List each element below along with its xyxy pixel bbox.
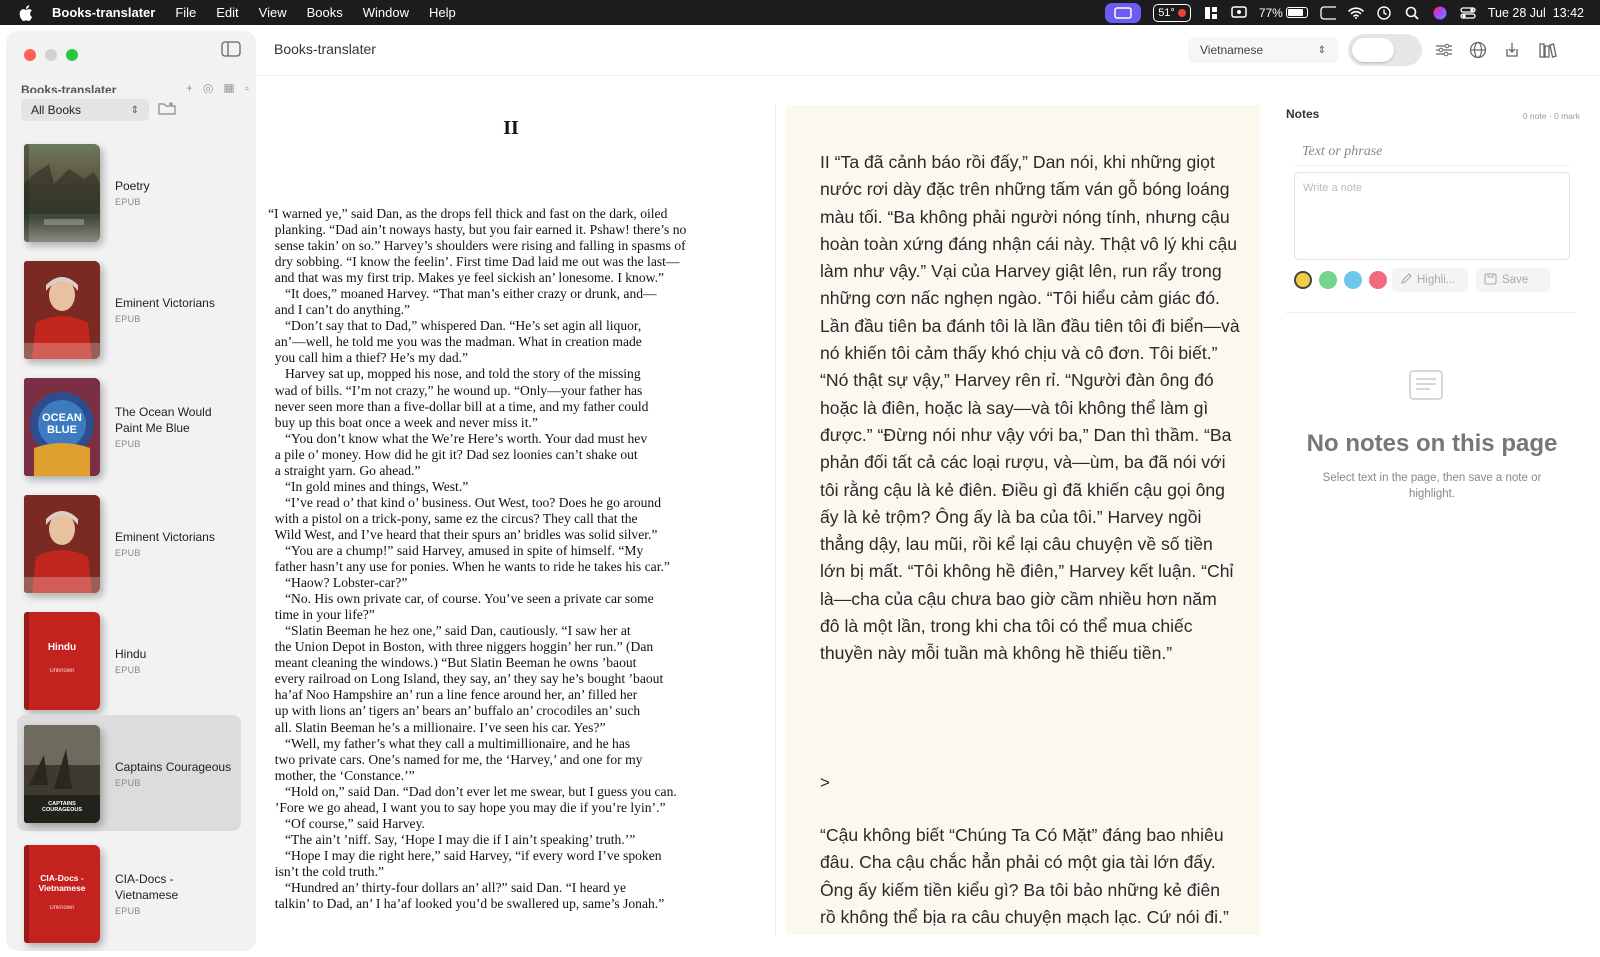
color-swatch-yellow[interactable]	[1294, 271, 1312, 289]
book-item-ocean-blue[interactable]	[17, 368, 241, 484]
text-line[interactable]: talkin’ to Dad, an’ I ha’af looked you’d be swallered up, same’s Jonah.”	[268, 896, 665, 912]
toggle-knob	[1352, 38, 1394, 62]
text-line[interactable]: “Don’t say that to Dad,” whispered Dan. “He’s set agin all liquor,	[268, 318, 642, 334]
book-cover-image	[24, 845, 100, 943]
text-line[interactable]: all. Slatin Beeman he’s a millionaire. I’ve seen his car. Yes?”	[268, 719, 606, 735]
sliders-icon[interactable]	[1434, 40, 1454, 60]
phrase-input[interactable]: Text or phrase	[1294, 140, 1570, 166]
menu-file[interactable]: File	[175, 5, 197, 20]
highlight-button-label: Highli...	[1417, 274, 1456, 286]
new-folder-icon[interactable]	[158, 101, 176, 117]
cover-author-text: Unknown	[49, 905, 75, 911]
book-format: EPUB	[115, 905, 141, 916]
original-text[interactable]	[268, 206, 754, 912]
temperature-text: 51°	[1158, 6, 1175, 19]
widgets-icon[interactable]	[1203, 5, 1219, 21]
book-cover-image	[24, 612, 100, 710]
siri-icon[interactable]	[1432, 5, 1448, 21]
notes-heading: Notes	[1286, 107, 1320, 121]
book-format: EPUB	[115, 313, 141, 324]
color-swatch-blue[interactable]	[1344, 271, 1362, 289]
text-line[interactable]: every railroad on Long Island, they say, an’ they say he’s bought ’baout	[268, 671, 664, 687]
book-filter-select[interactable]	[21, 99, 149, 121]
text-line[interactable]: wad of bills. “I’m not crazy,” he wound up. “Only—your father has	[268, 382, 643, 398]
window-title: Books-translater	[274, 41, 376, 57]
section-marker: >	[820, 773, 830, 792]
notes-panel	[1282, 105, 1590, 935]
original-page[interactable]	[268, 85, 754, 945]
book-title: The Ocean Would Paint Me Blue	[115, 404, 212, 435]
text-line[interactable]: a straight yarn. Go ahead.”	[268, 462, 421, 478]
note-document-icon	[1409, 370, 1443, 400]
highlight-colors	[1294, 271, 1387, 289]
control-center-icon[interactable]	[1460, 5, 1476, 21]
text-line[interactable]: and I can’t do anything.”	[268, 302, 411, 318]
book-item-captains-courageous[interactable]	[17, 715, 241, 831]
cover-title-text: CIA-Docs - Vietnamese	[38, 873, 86, 893]
filter-label: All Books	[31, 103, 82, 117]
empty-state-subtitle: Select text in the page, then save a note or highlight.	[1322, 472, 1542, 500]
notes-divider	[1286, 312, 1576, 313]
library-title: Books-translater	[21, 83, 117, 93]
book-title: Hindu	[115, 646, 147, 661]
translation-page[interactable]	[786, 105, 1260, 935]
menu-datetime[interactable]: Tue 28 Jul 13:42	[1487, 5, 1584, 20]
text-line[interactable]: never seen more than a five-dollar bill at a time, and my father could	[268, 398, 649, 414]
toolbar	[256, 25, 1600, 75]
translated-paragraph[interactable]: II “Ta đã cảnh báo rồi đấy,” Dan nói, khi những giọt nước rơi dày đặc trên những tấm ván gỗ bóng loáng màu tối. “Ba không phải người nóng tính, nhưng cậu hoàn toàn xứng đáng nhận cái này. Thật vô lý khi cậu làm như vậy.” Vại của Harvey giật lên, run rẩy trong những cơn nấc nghẹn ngào. “Tôi hiểu cảm giác đó. Lần đầu tiên ba đánh tôi là lần đầu tiên tôi đi biển—và nó khiến tôi cảm thấy khó chịu và cô đơn. Tôi biết.” “Nó thật sự vậy,” Harvey rên rỉ. “Người đàn ông đó hoặc là điên, hoặc là say—và tôi không thể làm gì được.” “Đừng nói như vậy với ba,” Dan thì thầm. “Ba phản đối tất cả các loại rượu, và—ùm, ba đã nói với tôi rằng cậu là kẻ điên. Điều gì đã khiến cậu gọi ông ấy là kẻ trộm? Ông ấy là ba của tôi.” Harvey ngồi thẳng dậy, lau mũi, rồi kể lại câu chuyện về số tiền lớn bị mất. “Tôi không hề điên,” Harvey kết luận. “Chỉ là—cha của cậu chưa bao giờ cầm nhiều hơn năm đô là một lần, trong khi cha tôi có thể mua chiếc thuyền này mỗi tuần mà không hề thiếu tiền.”	[820, 152, 1240, 664]
app-window	[0, 25, 1600, 957]
translated-paragraph[interactable]: “Cậu không biết “Chúng Ta Có Mặt” đáng bao nhiêu đâu. Cha cậu chắc hẳn phải có một gia tài lớn đấy. Ông ấy kiếm tiền kiểu gì? Ba tôi bảo những kẻ điên rồ không thể bịa ra câu chuyện mạch lạc. Cứ nói đi.”	[820, 825, 1229, 927]
text-line[interactable]: “I warned ye,” said Dan, as the drops fell thick and fast on the dark, oiled	[268, 206, 668, 221]
pencil-icon	[1400, 273, 1412, 288]
color-swatch-pink[interactable]	[1369, 271, 1387, 289]
text-line[interactable]: “Haow? Lobster-car?”	[268, 575, 408, 591]
text-line[interactable]: isn’t the cold truth.”	[268, 863, 385, 879]
trash-icon[interactable]: ▫	[244, 81, 249, 93]
save-note-button[interactable]	[1476, 268, 1550, 292]
text-line[interactable]: “In gold mines and things, West.”	[268, 478, 469, 494]
text-line[interactable]: “Slatin Beeman he hez one,” said Dan, cautiously. “I saw her at	[268, 623, 631, 639]
book-item-hindu[interactable]	[17, 602, 241, 718]
apple-menu-icon[interactable]	[0, 5, 52, 21]
book-cover-image	[24, 495, 100, 593]
page-divider	[775, 105, 776, 935]
text-line[interactable]: “Hundred an’ thirty-four dollars an’ all?” said Dan. “I heard ye	[268, 879, 627, 895]
book-format: EPUB	[115, 196, 141, 207]
text-line[interactable]: dry sobbing. “I know the feelin’. First time Dad laid me out was the last—	[268, 254, 680, 270]
highlight-button[interactable]	[1392, 268, 1468, 292]
battery-indicator[interactable]	[1259, 6, 1308, 20]
cover-author-text: Unknown	[49, 668, 75, 674]
menu-window[interactable]: Window	[362, 5, 410, 20]
wifi-icon[interactable]	[1348, 5, 1364, 21]
save-button-label: Save	[1502, 274, 1529, 286]
minimize-window-button[interactable]	[45, 49, 57, 61]
library-icon[interactable]	[1538, 40, 1558, 60]
book-title: CIA-Docs - Vietnamese	[115, 871, 179, 902]
text-line[interactable]: “Well, my father’s what they call a multimillionaire, and he has	[268, 735, 631, 751]
text-line[interactable]: ’Fore we go ahead, I want you to say hope you may die if you’re lyin’.”	[268, 799, 666, 815]
book-format: EPUB	[115, 664, 141, 675]
screen-mirroring-icon[interactable]	[1231, 5, 1247, 21]
menu-app-name[interactable]: Books-translater	[52, 5, 156, 20]
chevron-updown-icon: ⇕	[130, 104, 139, 116]
book-item-eminent-victorians[interactable]	[17, 251, 241, 367]
book-title: Eminent Victorians	[115, 295, 215, 310]
book-title: Eminent Victorians	[115, 529, 215, 544]
text-line[interactable]: sense takin’ on so.” Harvey’s shoulders were rising and falling in spasms of	[268, 238, 686, 254]
zoom-window-button[interactable]	[66, 49, 78, 61]
shelf-icon[interactable]: ▦	[223, 81, 235, 93]
text-line[interactable]: meant cleaning the windows.) “But Slatin Beeman he owns ’baout	[268, 655, 637, 671]
library-sidebar	[6, 31, 256, 951]
menu-help[interactable]: Help	[429, 5, 456, 20]
text-line[interactable]: “I’ve read o’ that kind o’ business. Out West, too? Does he go around	[268, 494, 662, 510]
close-window-button[interactable]	[24, 49, 36, 61]
book-format: EPUB	[115, 777, 141, 788]
book-title: Captains Courageous	[115, 759, 232, 774]
text-line[interactable]: with a pistol on a trick-pony, same ez the circus? They call that the	[268, 510, 638, 526]
text-line[interactable]: time in your life?”	[268, 607, 375, 623]
text-line[interactable]: ha’af Noo Hampshire an’ run a line fence around her, an’ filled her	[268, 687, 638, 703]
notes-count: 0 note · 0 mark	[1522, 111, 1580, 121]
keyboard-layout-icon[interactable]	[1320, 5, 1336, 21]
cover-title-text: Hindu	[47, 642, 77, 653]
text-line[interactable]: the Union Depot in Boston, with three niggers hoggin’ her run.” (Dan	[268, 639, 654, 655]
text-line[interactable]: “Of course,” said Harvey.	[268, 815, 425, 831]
book-item-cia-docs[interactable]	[17, 835, 241, 951]
text-line[interactable]: buy up this boat once a week and never miss it.”	[268, 414, 538, 430]
book-cover-image	[24, 378, 100, 476]
menu-edit[interactable]: Edit	[216, 5, 239, 20]
library-header	[21, 75, 249, 93]
menu-books[interactable]: Books	[306, 5, 343, 20]
text-line[interactable]: planking. “Dad ain’t noways hasty, but you fair earned it. Pshaw! there’s no	[268, 222, 687, 238]
text-line[interactable]: “The ain’t ’niff. Say, ‘Hope I may die if I ain’t speaking’ truth.’”	[268, 831, 636, 847]
weather-dot-icon	[1178, 9, 1186, 17]
text-line[interactable]: mother, the ‘Constance.’”	[268, 767, 415, 783]
book-item-poetry[interactable]	[17, 134, 241, 250]
empty-state-title: No notes on this page	[1306, 430, 1558, 457]
text-line[interactable]: “No. His own private car, of course. You’ve seen a private car some	[268, 591, 654, 607]
text-line[interactable]: Wild West, and I’ve heard that their spurs an’ bridles was solid silver.”	[268, 526, 658, 542]
battery-icon	[1286, 7, 1308, 18]
battery-percent: 77%	[1258, 5, 1283, 20]
note-textarea[interactable]: Write a note	[1294, 172, 1570, 260]
color-swatch-green[interactable]	[1319, 271, 1337, 289]
text-line[interactable]: you call him a thief? He’s my dad.”	[268, 350, 469, 366]
screen-share-indicator-icon[interactable]	[1105, 3, 1141, 23]
weather-indicator[interactable]	[1153, 4, 1191, 22]
clock-icon[interactable]	[1376, 5, 1392, 21]
cover-title-text: OCEAN BLUE	[42, 412, 82, 436]
book-format: EPUB	[115, 547, 141, 558]
add-book-icon[interactable]: +	[185, 81, 193, 93]
window-controls	[24, 49, 78, 61]
toolbar-divider	[256, 75, 1600, 76]
text-line[interactable]: two private cars. One’s named for me, the ‘Harvey,’ and one for my	[268, 751, 643, 767]
globe-icon[interactable]	[1468, 40, 1488, 60]
text-line[interactable]: up with lions an’ tigers an’ bears an’ buffalo an’ crocodiles an’ such	[268, 703, 641, 719]
language-value: Vietnamese	[1200, 43, 1264, 57]
book-cover-image	[24, 144, 100, 242]
text-line[interactable]: an’—well, he told me you was the madman. What in creation made	[268, 334, 642, 350]
book-cover-image	[24, 261, 100, 359]
menu-view[interactable]: View	[258, 5, 287, 20]
text-line[interactable]: a pile o’ money. How did he git it? Dad sez loonies can’t shake out	[268, 446, 638, 462]
sidebar-toggle-icon[interactable]	[221, 41, 241, 57]
text-line[interactable]: Harvey sat up, mopped his nose, and told the story of the missing	[268, 366, 641, 382]
book-title: Poetry	[115, 178, 150, 193]
language-select[interactable]	[1188, 37, 1338, 63]
text-line[interactable]: and that was my first trip. Makes ye feel sickish an’ lonesome. I know.”	[268, 270, 665, 286]
cover-title-text: CAPTAINS COURAGEOUS	[41, 801, 83, 813]
chapter-heading: II	[503, 117, 519, 139]
menu-bar	[0, 0, 1600, 25]
book-item-eminent-victorians-2[interactable]	[17, 485, 241, 601]
spotlight-search-icon[interactable]	[1404, 5, 1420, 21]
book-format: EPUB	[115, 438, 141, 449]
chevron-updown-icon: ⇕	[1317, 44, 1326, 56]
text-line[interactable]: “You don’t know what the We’re Here’s worth. Your dad must hev	[268, 430, 648, 446]
text-line[interactable]: father hasn’t any use for ponies. When he wants to ride he takes his car.”	[268, 559, 670, 575]
save-icon	[1484, 273, 1497, 288]
book-cover-image	[24, 725, 100, 823]
group-icon[interactable]: ◎	[202, 81, 214, 93]
text-line[interactable]: “You are a chump!” said Harvey, amused in spite of himself. “My	[268, 542, 644, 558]
translation-toggle[interactable]	[1348, 34, 1422, 66]
download-icon[interactable]	[1502, 40, 1522, 60]
text-line[interactable]: “It does,” moaned Harvey. “That man’s either crazy or drunk, and—	[268, 286, 657, 302]
text-line[interactable]: “Hope I may die right here,” said Harvey, “if every word I’ve spoken	[268, 847, 662, 863]
text-line[interactable]: “Hold on,” said Dan. “Dad don’t ever let me swear, but I guess you can.	[268, 783, 677, 799]
